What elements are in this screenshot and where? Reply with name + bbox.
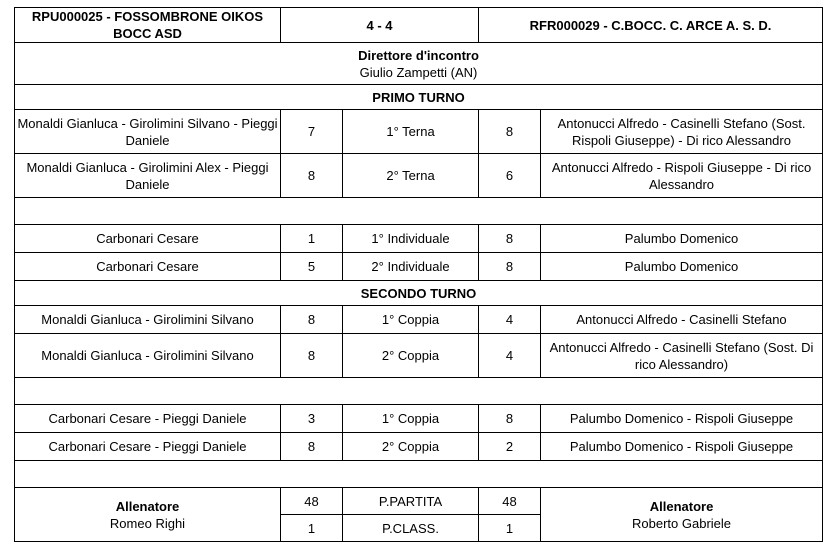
home-team-name: RPU000025 - FOSSOMBRONE OIKOS BOCC ASD bbox=[15, 8, 281, 43]
home-players: Carbonari Cesare - Pieggi Daniele bbox=[15, 405, 281, 433]
event-name: 1° Coppia bbox=[343, 405, 479, 433]
spacer-cell bbox=[15, 198, 823, 225]
event-name: 1° Terna bbox=[343, 110, 479, 154]
home-coach-name: Romeo Righi bbox=[109, 515, 186, 531]
home-score: 8 bbox=[281, 334, 343, 378]
event-name: 1° Individuale bbox=[343, 225, 479, 253]
section-title-row bbox=[15, 85, 823, 110]
home-ranking-points: 1 bbox=[281, 515, 343, 542]
away-players: Antonucci Alfredo - Casinelli Stefano bbox=[541, 306, 823, 334]
away-players: Palumbo Domenico bbox=[541, 253, 823, 281]
home-score: 8 bbox=[281, 306, 343, 334]
match-row bbox=[15, 110, 823, 154]
director-label: Direttore d'incontro bbox=[358, 47, 479, 63]
home-score: 1 bbox=[281, 225, 343, 253]
match-row bbox=[15, 405, 823, 433]
section-title-row bbox=[15, 281, 823, 306]
match-points-label: P.PARTITA bbox=[343, 488, 479, 515]
spacer-cell bbox=[15, 461, 823, 488]
away-players: Antonucci Alfredo - Rispoli Giuseppe - Di rico Alessandro bbox=[541, 154, 823, 198]
away-coach-name: Roberto Gabriele bbox=[632, 515, 732, 531]
away-players: Palumbo Domenico bbox=[541, 225, 823, 253]
away-ranking-points: 1 bbox=[479, 515, 541, 542]
match-row bbox=[15, 334, 823, 378]
home-score: 8 bbox=[281, 154, 343, 198]
away-match-points: 48 bbox=[479, 488, 541, 515]
spacer-row bbox=[15, 461, 823, 488]
away-score: 8 bbox=[479, 225, 541, 253]
spacer-cell bbox=[15, 378, 823, 405]
director-name: Giulio Zampetti (AN) bbox=[359, 64, 478, 80]
match-report-table bbox=[14, 7, 823, 542]
match-row bbox=[15, 253, 823, 281]
event-name: 2° Terna bbox=[343, 154, 479, 198]
secondo-turno-title: SECONDO TURNO bbox=[15, 281, 823, 306]
away-team-name: RFR000029 - C.BOCC. C. ARCE A. S. D. bbox=[479, 8, 823, 43]
home-score: 5 bbox=[281, 253, 343, 281]
director-row bbox=[15, 43, 823, 85]
away-score: 2 bbox=[479, 433, 541, 461]
away-score: 4 bbox=[479, 334, 541, 378]
home-players: Monaldi Gianluca - Girolimini Alex - Pieggi Daniele bbox=[15, 154, 281, 198]
away-score: 6 bbox=[479, 154, 541, 198]
match-score: 4 - 4 bbox=[281, 8, 479, 43]
event-name: 2° Coppia bbox=[343, 433, 479, 461]
home-score: 8 bbox=[281, 433, 343, 461]
event-name: 2° Individuale bbox=[343, 253, 479, 281]
away-score: 8 bbox=[479, 405, 541, 433]
away-players: Antonucci Alfredo - Casinelli Stefano (Sost. Rispoli Giuseppe) - Di rico Alessandro bbox=[541, 110, 823, 154]
home-coach-label: Allenatore bbox=[115, 498, 180, 514]
away-score: 4 bbox=[479, 306, 541, 334]
away-players: Antonucci Alfredo - Casinelli Stefano (Sost. Di rico Alessandro) bbox=[541, 334, 823, 378]
home-score: 3 bbox=[281, 405, 343, 433]
match-row bbox=[15, 433, 823, 461]
director-cell bbox=[15, 43, 823, 85]
home-players: Carbonari Cesare bbox=[15, 253, 281, 281]
spacer-row bbox=[15, 378, 823, 405]
home-match-points: 48 bbox=[281, 488, 343, 515]
away-score: 8 bbox=[479, 110, 541, 154]
home-players: Carbonari Cesare bbox=[15, 225, 281, 253]
home-players: Monaldi Gianluca - Girolimini Silvano bbox=[15, 334, 281, 378]
match-row bbox=[15, 225, 823, 253]
away-coach-cell bbox=[541, 488, 823, 542]
footer-row-partita bbox=[15, 488, 823, 515]
match-row bbox=[15, 154, 823, 198]
header-row bbox=[15, 8, 823, 43]
away-score: 8 bbox=[479, 253, 541, 281]
home-score: 7 bbox=[281, 110, 343, 154]
ranking-points-label: P.CLASS. bbox=[343, 515, 479, 542]
match-row bbox=[15, 306, 823, 334]
away-coach-label: Allenatore bbox=[649, 498, 714, 514]
away-players: Palumbo Domenico - Rispoli Giuseppe bbox=[541, 433, 823, 461]
primo-turno-title: PRIMO TURNO bbox=[15, 85, 823, 110]
away-players: Palumbo Domenico - Rispoli Giuseppe bbox=[541, 405, 823, 433]
spacer-row bbox=[15, 198, 823, 225]
event-name: 2° Coppia bbox=[343, 334, 479, 378]
home-players: Monaldi Gianluca - Girolimini Silvano bbox=[15, 306, 281, 334]
home-players: Monaldi Gianluca - Girolimini Silvano - Pieggi Daniele bbox=[15, 110, 281, 154]
home-coach-cell bbox=[15, 488, 281, 542]
home-players: Carbonari Cesare - Pieggi Daniele bbox=[15, 433, 281, 461]
event-name: 1° Coppia bbox=[343, 306, 479, 334]
